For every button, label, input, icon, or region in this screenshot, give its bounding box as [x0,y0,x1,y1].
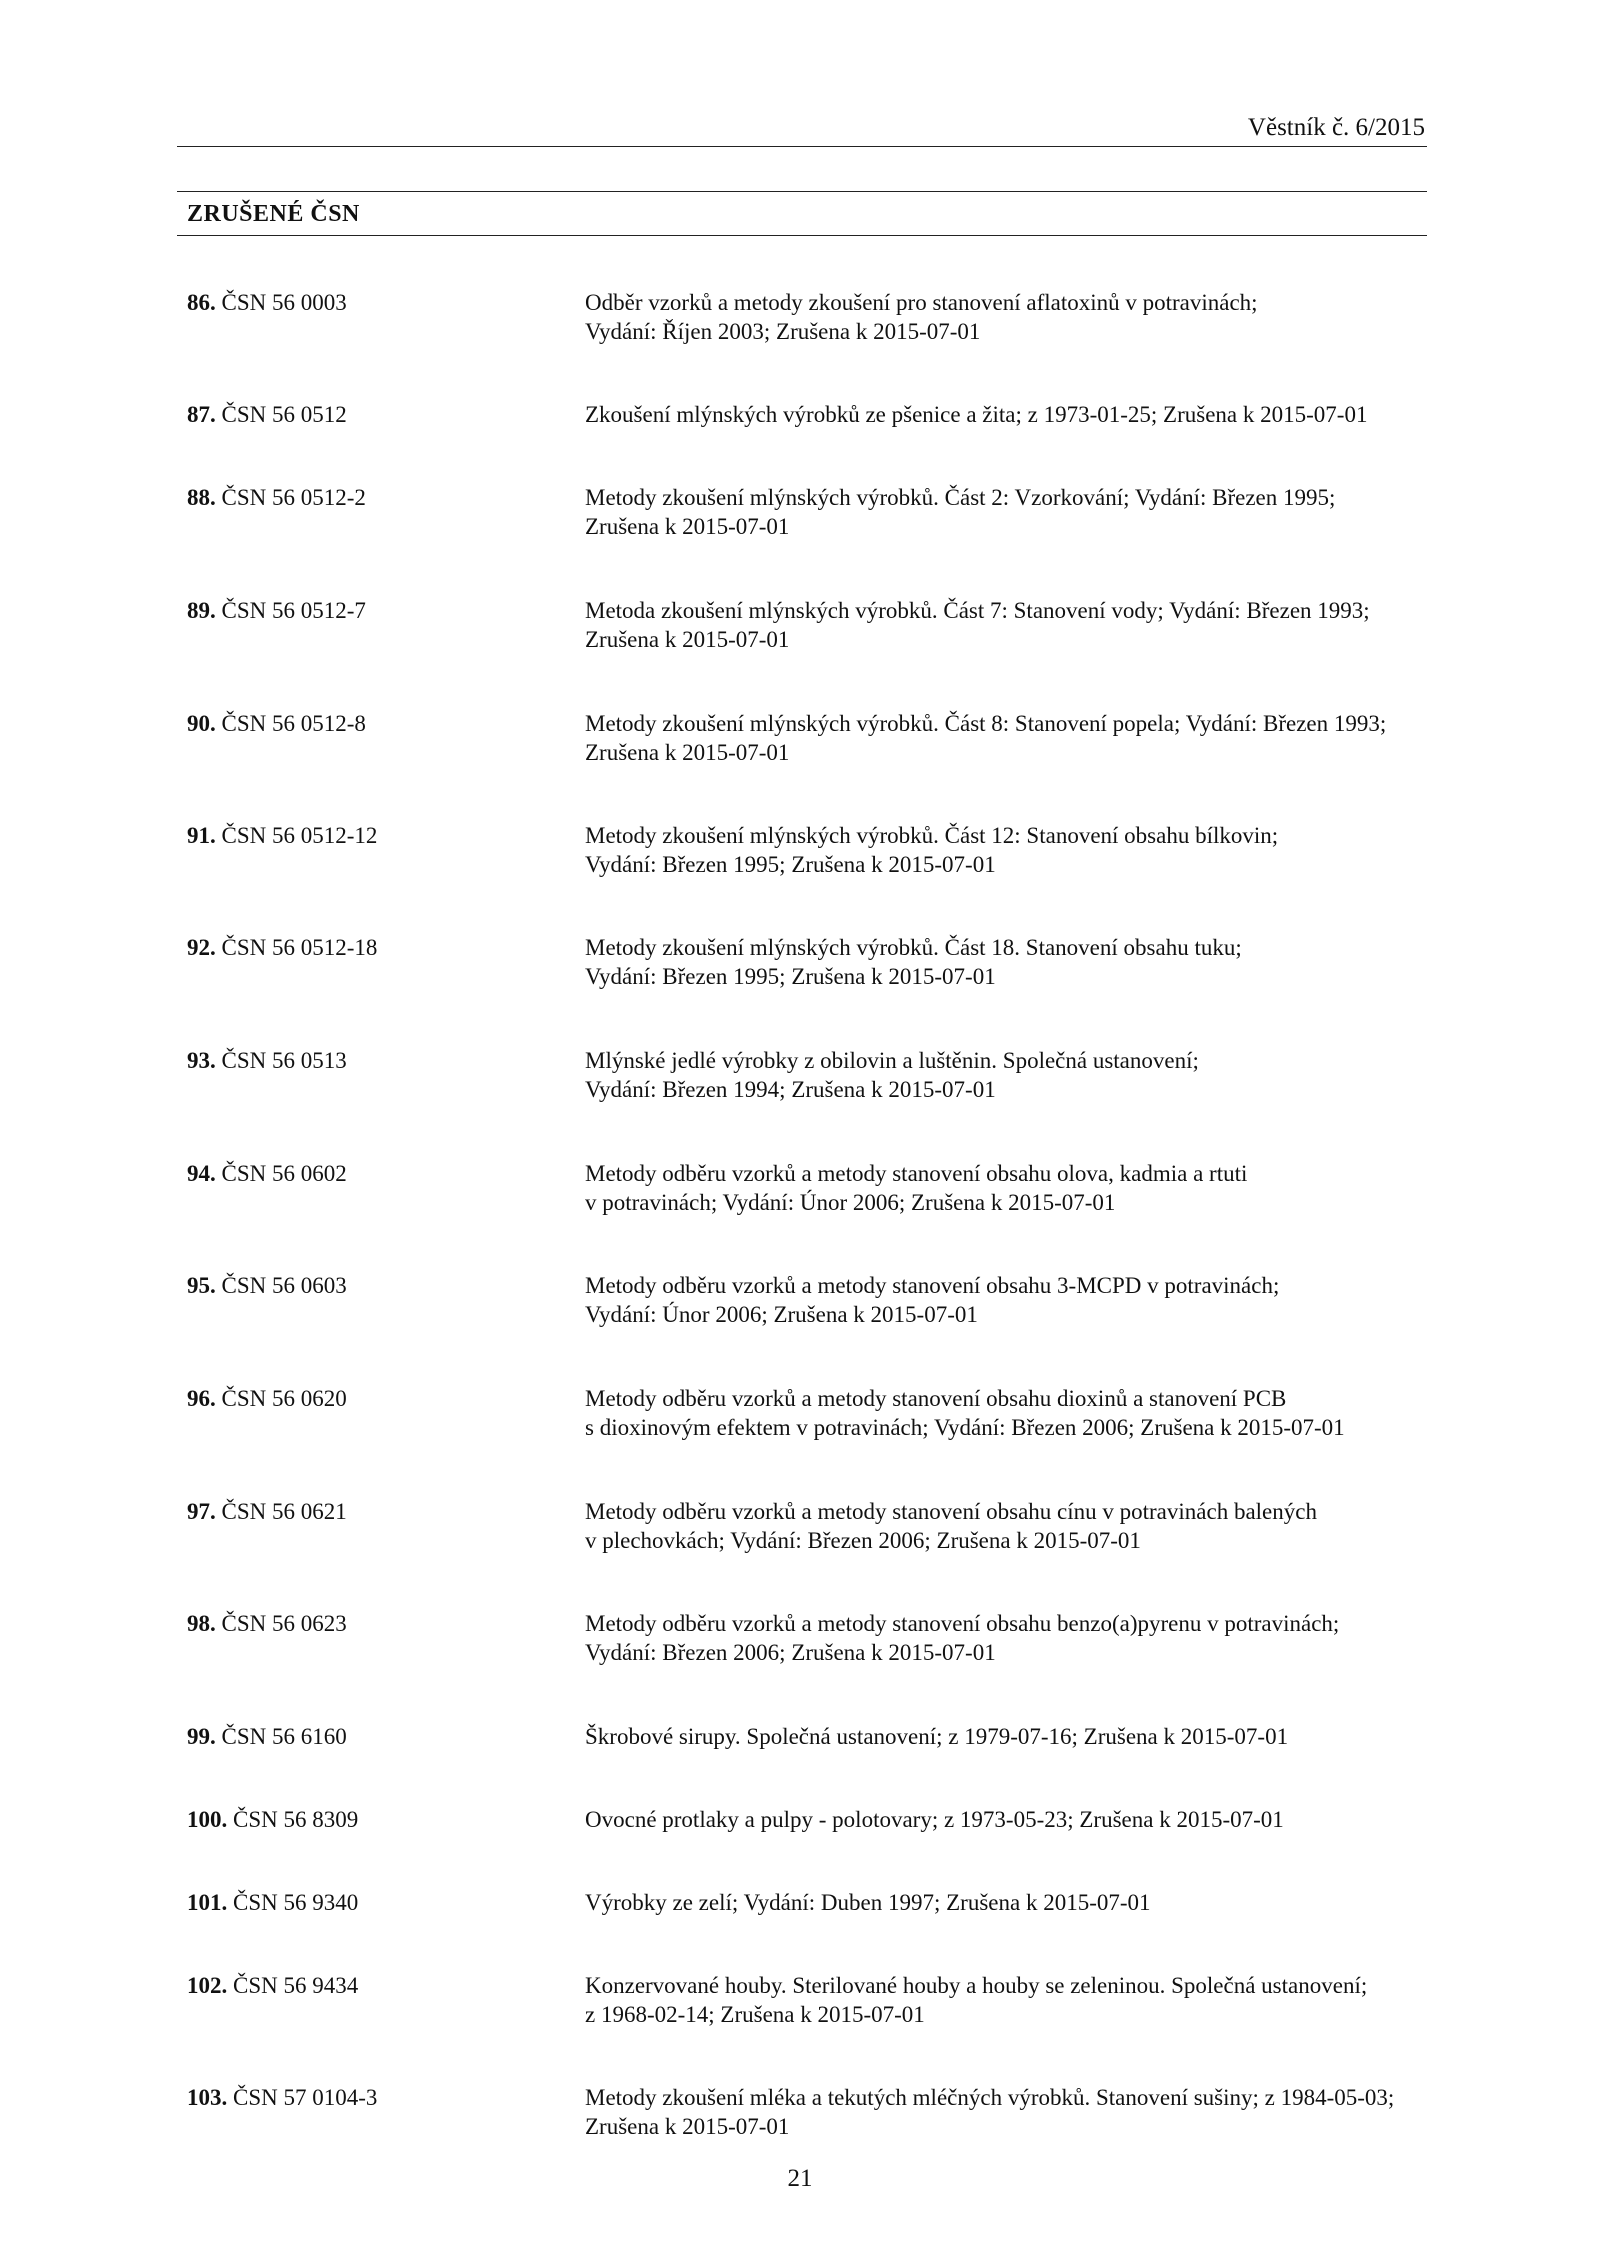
entry-number: 95. [187,1273,216,1298]
entry-number: 88. [187,485,216,510]
standard-code: ČSN 56 6160 [221,1724,347,1749]
standard-description [585,1271,1435,1329]
standard-designation [187,2083,377,2112]
standard-designation [187,400,347,429]
description-line: Metody odběru vzorků a metody stanovení obsahu dioxinů a stanovení PCB [585,1386,1287,1411]
entry-number: 102. [187,1973,228,1998]
entry-number: 97. [187,1499,216,1524]
standard-code: ČSN 56 0620 [221,1386,347,1411]
standard-description [585,821,1435,879]
standard-description [585,1888,1435,1917]
entry-number: 100. [187,1807,228,1832]
standard-description [585,483,1435,541]
standard-designation [187,1722,347,1751]
description-line: Zrušena k 2015-07-01 [585,514,790,539]
standard-code: ČSN 56 0621 [221,1499,347,1524]
standard-code: ČSN 56 0512-2 [221,485,366,510]
description-line: Vydání: Březen 1994; Zrušena k 2015-07-01 [585,1077,996,1102]
entry-number: 89. [187,598,216,623]
standard-code: ČSN 56 0602 [221,1161,347,1186]
description-line: z 1968-02-14; Zrušena k 2015-07-01 [585,2002,925,2027]
standard-description [585,400,1435,429]
description-line: Metody odběru vzorků a metody stanovení obsahu cínu v potravinách balených [585,1499,1317,1524]
standard-code: ČSN 56 0623 [221,1611,347,1636]
standard-code: ČSN 56 0603 [221,1273,347,1298]
standard-designation [187,821,377,850]
standard-designation [187,1046,347,1075]
standard-description [585,1497,1435,1555]
header-rule [177,146,1427,147]
description-line: Konzervované houby. Sterilované houby a houby se zeleninou. Společná ustanovení; [585,1973,1368,1998]
standard-designation [187,1271,347,1300]
description-line: Ovocné protlaky a pulpy - polotovary; z 1973-05-23; Zrušena k 2015-07-01 [585,1807,1284,1832]
description-line: Metody zkoušení mlýnských výrobků. Část 12: Stanovení obsahu bílkovin; [585,823,1279,848]
standard-designation [187,596,366,625]
standard-description [585,288,1435,346]
standard-code: ČSN 56 0003 [221,290,347,315]
entry-number: 98. [187,1611,216,1636]
standard-code: ČSN 56 0512-12 [221,823,378,848]
description-line: Metody odběru vzorků a metody stanovení obsahu 3-MCPD v potravinách; [585,1273,1280,1298]
standard-designation [187,1384,347,1413]
standard-designation [187,1888,358,1917]
standard-description [585,1046,1435,1104]
standard-description [585,596,1435,654]
standard-designation [187,483,366,512]
entry-number: 94. [187,1161,216,1186]
standard-code: ČSN 56 0512-18 [221,935,378,960]
standard-designation [187,1609,347,1638]
description-line: Zrušena k 2015-07-01 [585,2114,790,2139]
standard-designation [187,1497,347,1526]
description-line: Vydání: Březen 1995; Zrušena k 2015-07-01 [585,964,996,989]
standard-code: ČSN 56 0512 [221,402,347,427]
description-line: s dioxinovým efektem v potravinách; Vydání: Březen 2006; Zrušena k 2015-07-01 [585,1415,1345,1440]
standard-code: ČSN 56 9340 [233,1890,359,1915]
standard-description [585,1384,1435,1442]
standard-designation [187,288,347,317]
description-line: Zrušena k 2015-07-01 [585,740,790,765]
journal-header-title: Věstník č. 6/2015 [1247,114,1425,141]
standard-designation [187,1159,347,1188]
standard-description [585,1722,1435,1751]
description-line: Vydání: Březen 2006; Zrušena k 2015-07-01 [585,1640,996,1665]
entry-number: 90. [187,711,216,736]
entry-number: 93. [187,1048,216,1073]
standard-designation [187,1805,358,1834]
description-line: Metody zkoušení mlýnských výrobků. Část 2: Vzorkování; Vydání: Březen 1995; [585,485,1336,510]
page-number: 21 [787,2165,813,2192]
description-line: Metody zkoušení mlýnských výrobků. Část 18. Stanovení obsahu tuku; [585,935,1242,960]
standard-description [585,933,1435,991]
description-line: Metody odběru vzorků a metody stanovení obsahu benzo(a)pyrenu v potravinách; [585,1611,1340,1636]
standard-code: ČSN 56 0513 [221,1048,347,1073]
description-line: Metody zkoušení mléka a tekutých mléčných výrobků. Stanovení sušiny; z 1984-05-03; [585,2085,1395,2110]
entry-number: 91. [187,823,216,848]
standard-designation [187,1971,358,2000]
description-line: Mlýnské jedlé výrobky z obilovin a luštěnin. Společná ustanovení; [585,1048,1199,1073]
description-line: Vydání: Březen 1995; Zrušena k 2015-07-01 [585,852,996,877]
description-line: Metoda zkoušení mlýnských výrobků. Část 7: Stanovení vody; Vydání: Březen 1993; [585,598,1370,623]
description-line: Zrušena k 2015-07-01 [585,627,790,652]
description-line: Zkoušení mlýnských výrobků ze pšenice a žita; z 1973-01-25; Zrušena k 2015-07-01 [585,402,1368,427]
entry-number: 99. [187,1724,216,1749]
description-line: Vydání: Říjen 2003; Zrušena k 2015-07-01 [585,319,981,344]
description-line: v plechovkách; Vydání: Březen 2006; Zrušena k 2015-07-01 [585,1528,1141,1553]
standard-description [585,1609,1435,1667]
standard-code: ČSN 56 0512-8 [221,711,366,736]
description-line: v potravinách; Vydání: Únor 2006; Zrušena k 2015-07-01 [585,1190,1116,1215]
standard-description [585,1805,1435,1834]
entry-number: 101. [187,1890,228,1915]
standard-description [585,709,1435,767]
description-line: Metody odběru vzorků a metody stanovení obsahu olova, kadmia a rtuti [585,1161,1248,1186]
entry-number: 86. [187,290,216,315]
standard-code: ČSN 56 0512-7 [221,598,366,623]
description-line: Metody zkoušení mlýnských výrobků. Část 8: Stanovení popela; Vydání: Březen 1993; [585,711,1387,736]
section-rule-top [177,191,1427,192]
entry-number: 96. [187,1386,216,1411]
entry-number: 87. [187,402,216,427]
standard-description [585,1159,1435,1217]
entry-number: 103. [187,2085,228,2110]
section-rule-bottom [177,235,1427,236]
standard-code: ČSN 56 8309 [233,1807,359,1832]
standard-designation [187,933,377,962]
entry-number: 92. [187,935,216,960]
standard-code: ČSN 57 0104-3 [233,2085,378,2110]
description-line: Výrobky ze zelí; Vydání: Duben 1997; Zrušena k 2015-07-01 [585,1890,1151,1915]
section-title: ZRUŠENÉ ČSN [187,201,360,227]
standard-designation [187,709,366,738]
description-line: Odběr vzorků a metody zkoušení pro stanovení aflatoxinů v potravinách; [585,290,1258,315]
standard-description [585,1971,1435,2029]
description-line: Vydání: Únor 2006; Zrušena k 2015-07-01 [585,1302,978,1327]
standard-code: ČSN 56 9434 [233,1973,359,1998]
standard-description [585,2083,1435,2141]
description-line: Škrobové sirupy. Společná ustanovení; z 1979-07-16; Zrušena k 2015-07-01 [585,1724,1289,1749]
